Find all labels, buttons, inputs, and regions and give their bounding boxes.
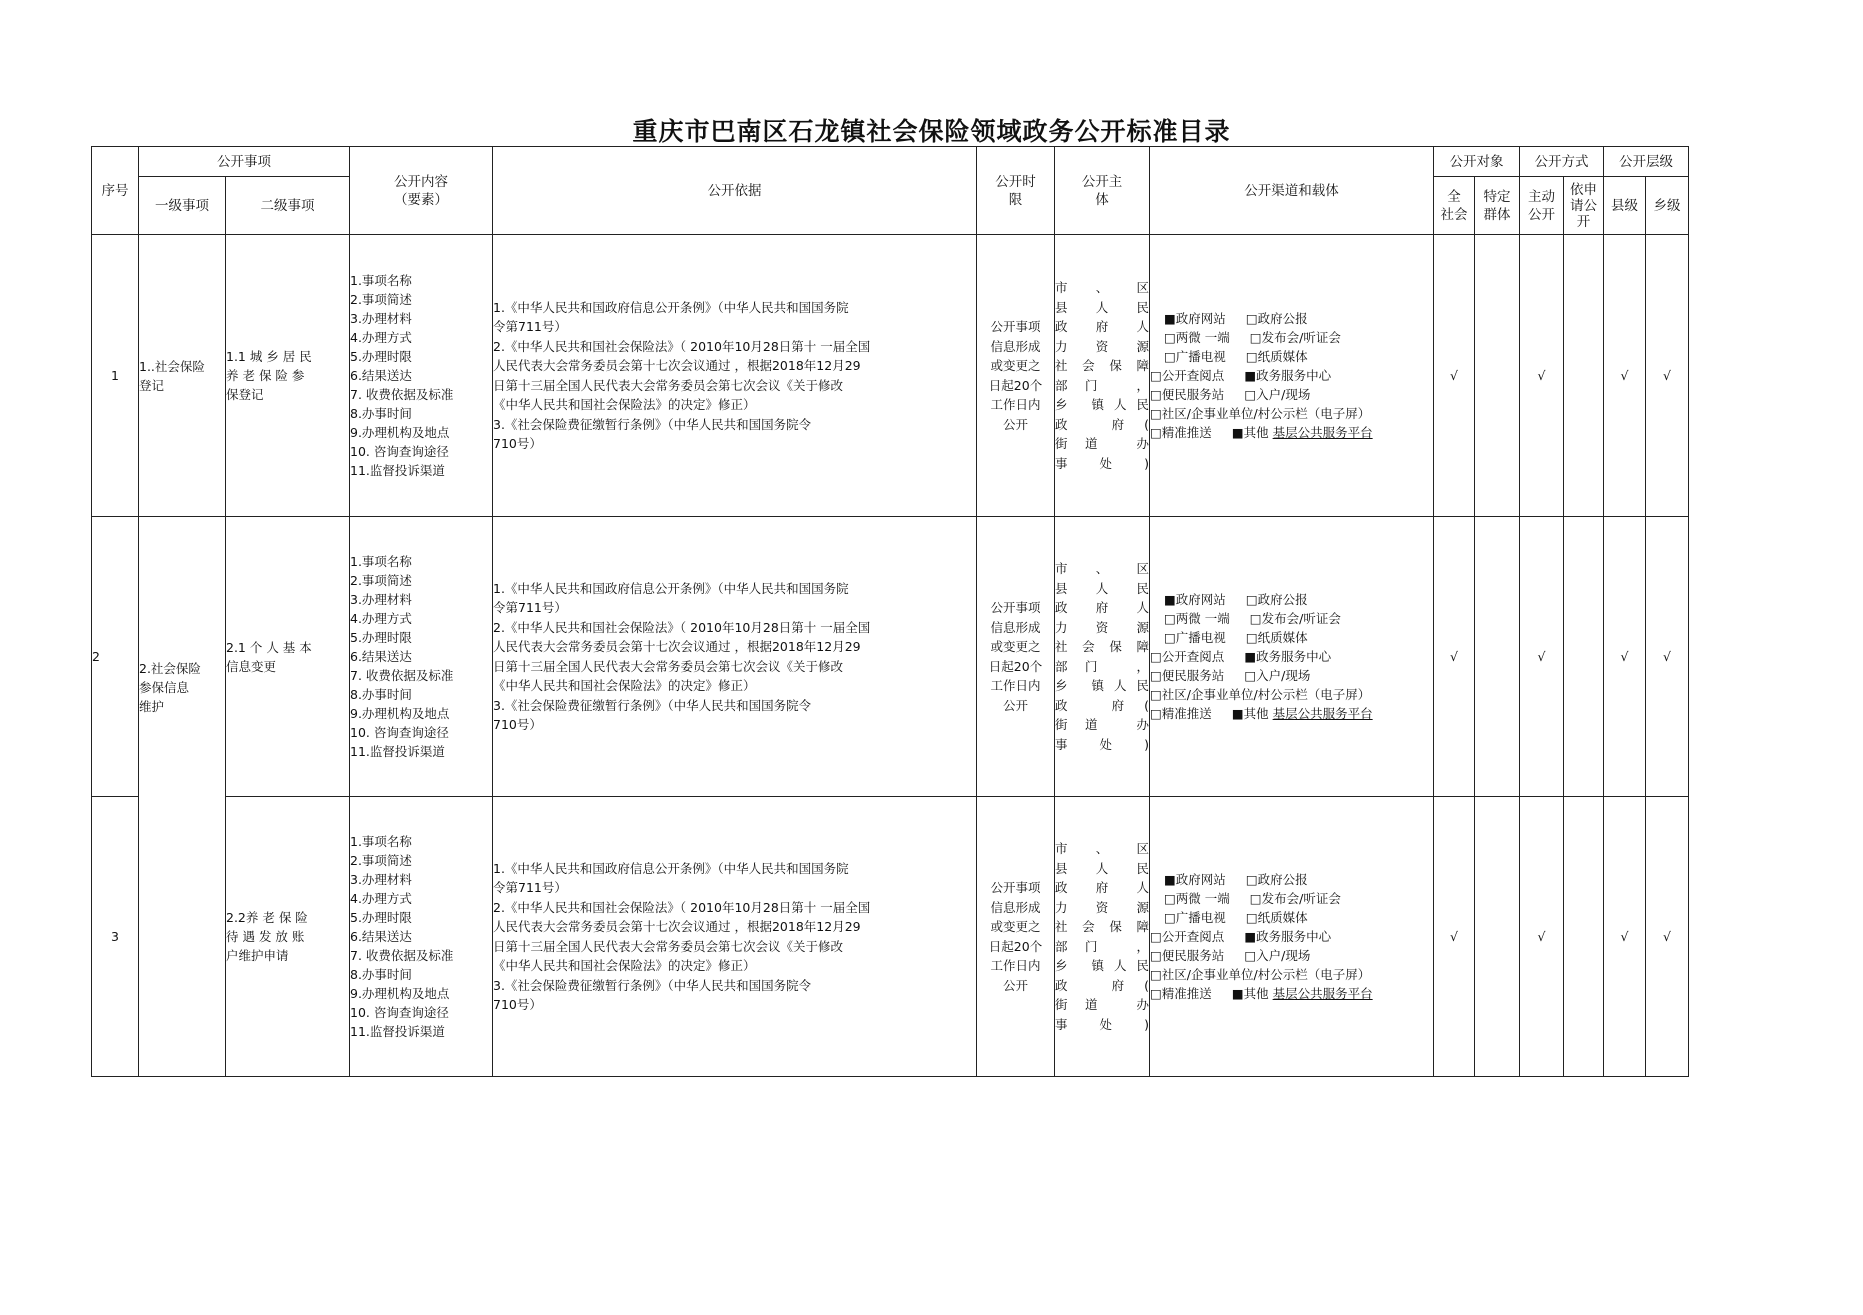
content-item: 7. 收费依据及标准: [350, 948, 454, 963]
channel-query-point: □公开查阅点: [1150, 649, 1225, 664]
table-row: [92, 235, 1689, 517]
row-content-list: [350, 797, 493, 1077]
content-item: 4.办理方式: [350, 611, 412, 626]
row-subject: 市 、 区 县 人 民 政 府 人 力 资 源 社会保障 部门 ， 乡 镇人民 政 府( 街道 办 事处): [1055, 797, 1150, 1077]
channel-other: ■其他: [1231, 425, 1269, 440]
header-basis: 公开依据: [493, 147, 977, 235]
channel-broadcast: □广播电视: [1164, 630, 1226, 645]
channel-query-point: □公开查阅点: [1150, 368, 1225, 383]
channel-precise: □精准推送: [1150, 986, 1212, 1001]
row-level2: 2.1 个 人 基 本 信息变更: [226, 517, 350, 797]
channel-bulletin: □社区/企事业单位/村公示栏（电子屏）: [1150, 967, 1371, 982]
row-seq: 2: [92, 517, 139, 797]
content-item: 6.结果送达: [350, 368, 412, 383]
row-content-list: [350, 235, 493, 517]
check-town: √: [1646, 235, 1689, 517]
channel-paper: □纸质媒体: [1245, 630, 1308, 645]
channel-door: □入户/现场: [1244, 668, 1311, 683]
channel-press: □发布会/听证会: [1249, 330, 1341, 345]
channel-gazette: □政府公报: [1245, 872, 1308, 887]
check-town: √: [1646, 517, 1689, 797]
row-channels: [1150, 235, 1434, 517]
channel-press: □发布会/听证会: [1249, 611, 1341, 626]
channel-service-station: □便民服务站: [1150, 948, 1225, 963]
channel-other-detail: 基层公共服务平台: [1272, 706, 1373, 721]
channel-paper: □纸质媒体: [1245, 349, 1308, 364]
header-target-group: 特定 群体: [1475, 177, 1520, 235]
channel-other-detail: 基层公共服务平台: [1272, 986, 1373, 1001]
channel-website: ■政府网站: [1164, 872, 1226, 887]
row-time: 公开事项 信息形成 或变更之 日起20个 工作日内 公开: [977, 797, 1055, 1077]
content-item: 8.办事时间: [350, 406, 412, 421]
content-item: 2.事项简述: [350, 853, 412, 868]
row-time: 公开事项 信息形成 或变更之 日起20个 工作日内 公开: [977, 517, 1055, 797]
row-channels: [1150, 797, 1434, 1077]
check-all: √: [1434, 517, 1475, 797]
page-title: 重庆市巴南区石龙镇社会保险领域政务公开标准目录: [632, 117, 1231, 146]
channel-precise: □精准推送: [1150, 425, 1212, 440]
content-item: 10. 咨询查询途径: [350, 444, 449, 459]
check-county: √: [1604, 517, 1646, 797]
channel-service-center: ■政务服务中心: [1244, 929, 1332, 944]
content-item: 6.结果送达: [350, 929, 412, 944]
row-content-list: [350, 517, 493, 797]
header-content: 公开内容 （要素）: [350, 147, 493, 235]
channel-broadcast: □广播电视: [1164, 349, 1226, 364]
channel-paper: □纸质媒体: [1245, 910, 1308, 925]
channel-door: □入户/现场: [1244, 387, 1311, 402]
check-county: √: [1604, 797, 1646, 1077]
row-level1: 2.社会保险 参保信息 维护: [139, 517, 226, 1077]
check-group: [1475, 797, 1520, 1077]
header-mode-request: 依申 请公 开: [1564, 177, 1604, 235]
channel-press: □发布会/听证会: [1249, 891, 1341, 906]
row-basis: 1.《中华人民共和国政府信息公开条例》（中华人民共和国国务院 令第711号） 2.《中华人民共和国社会保险法》（ 2010年10月28日第十 一届全国 人民代表大会常务委员会第十七次会议通过 ，根据2018年12月29 日第十三届全国人民代表大会常务委员会第七次会议《关于修改 《中华人民共和国社会保险法》的决定》修正） 3.《社会保险费征缴暂行条例》（中华人民共和国国务院令 710号）: [493, 517, 977, 797]
check-active: √: [1520, 517, 1564, 797]
content-item: 3.办理材料: [350, 592, 412, 607]
content-item: 1.事项名称: [350, 554, 412, 569]
check-group: [1475, 235, 1520, 517]
content-item: 2.事项简述: [350, 292, 412, 307]
channel-precise: □精准推送: [1150, 706, 1212, 721]
header-level-town: 乡级: [1646, 177, 1689, 235]
channel-service-center: ■政务服务中心: [1244, 649, 1332, 664]
check-county: √: [1604, 235, 1646, 517]
header-seq: 序号: [92, 147, 139, 235]
row-seq: 1: [92, 235, 139, 517]
header-target-all: 全 社会: [1434, 177, 1475, 235]
content-item: 9.办理机构及地点: [350, 986, 450, 1001]
content-item: 3.办理材料: [350, 311, 412, 326]
row-basis: 1.《中华人民共和国政府信息公开条例》（中华人民共和国国务院 令第711号） 2.《中华人民共和国社会保险法》（ 2010年10月28日第十 一届全国 人民代表大会常务委员会第十七次会议通过 ，根据2018年12月29 日第十三届全国人民代表大会常务委员会第七次会议《关于修改 《中华人民共和国社会保险法》的决定》修正） 3.《社会保险费征缴暂行条例》（中华人民共和国国务院令 710号）: [493, 797, 977, 1077]
check-group: [1475, 517, 1520, 797]
channel-bulletin: □社区/企事业单位/村公示栏（电子屏）: [1150, 687, 1371, 702]
header-level2: 二级事项: [226, 177, 350, 235]
content-item: 1.事项名称: [350, 273, 412, 288]
content-item: 1.事项名称: [350, 834, 412, 849]
content-item: 11.监督投诉渠道: [350, 744, 445, 759]
check-active: √: [1520, 797, 1564, 1077]
check-request: [1564, 797, 1604, 1077]
row-level2: 1.1 城 乡 居 民 养 老 保 险 参 保登记: [226, 235, 350, 517]
channel-bulletin: □社区/企事业单位/村公示栏（电子屏）: [1150, 406, 1371, 421]
content-item: 4.办理方式: [350, 891, 412, 906]
content-item: 10. 咨询查询途径: [350, 725, 449, 740]
table-row: [92, 517, 1689, 797]
check-request: [1564, 235, 1604, 517]
channel-query-point: □公开查阅点: [1150, 929, 1225, 944]
content-item: 11.监督投诉渠道: [350, 463, 445, 478]
channel-gazette: □政府公报: [1245, 592, 1308, 607]
row-subject: 市 、 区 县 人 民 政 府 人 力 资 源 社会保障 部门 ， 乡 镇人民 政 府( 街道 办 事处): [1055, 235, 1150, 517]
content-item: 5.办理时限: [350, 630, 412, 645]
channel-weibo: □两微 一端: [1164, 611, 1230, 626]
channel-weibo: □两微 一端: [1164, 330, 1230, 345]
channel-door: □入户/现场: [1244, 948, 1311, 963]
header-level1: 一级事项: [139, 177, 226, 235]
content-item: 2.事项简述: [350, 573, 412, 588]
header-target: 公开对象: [1434, 147, 1520, 177]
header-mode: 公开方式: [1520, 147, 1604, 177]
channel-service-center: ■政务服务中心: [1244, 368, 1332, 383]
header-items: 公开事项: [139, 147, 350, 177]
table-row: [92, 797, 1689, 1077]
content-item: 6.结果送达: [350, 649, 412, 664]
check-town: √: [1646, 797, 1689, 1077]
content-item: 5.办理时限: [350, 349, 412, 364]
row-seq: 3: [92, 797, 139, 1077]
row-level2: 2.2养 老 保 险 待 遇 发 放 账 户维护申请: [226, 797, 350, 1077]
check-active: √: [1520, 235, 1564, 517]
header-channel: 公开渠道和载体: [1150, 147, 1434, 235]
content-item: 11.监督投诉渠道: [350, 1024, 445, 1039]
content-item: 4.办理方式: [350, 330, 412, 345]
content-item: 8.办事时间: [350, 687, 412, 702]
content-item: 8.办事时间: [350, 967, 412, 982]
channel-other: ■其他: [1231, 706, 1269, 721]
channel-other-detail: 基层公共服务平台: [1272, 425, 1373, 440]
check-request: [1564, 517, 1604, 797]
content-item: 10. 咨询查询途径: [350, 1005, 449, 1020]
header-subject: 公开主 体: [1055, 147, 1150, 235]
channel-weibo: □两微 一端: [1164, 891, 1230, 906]
row-time: 公开事项 信息形成 或变更之 日起20个 工作日内 公开: [977, 235, 1055, 517]
row-level1: 1..社会保险 登记: [139, 235, 226, 517]
content-item: 9.办理机构及地点: [350, 425, 450, 440]
check-all: √: [1434, 235, 1475, 517]
content-item: 7. 收费依据及标准: [350, 668, 454, 683]
header-level: 公开层级: [1604, 147, 1689, 177]
channel-gazette: □政府公报: [1245, 311, 1308, 326]
content-item: 7. 收费依据及标准: [350, 387, 454, 402]
header-mode-active: 主动 公开: [1520, 177, 1564, 235]
channel-website: ■政府网站: [1164, 592, 1226, 607]
header-level-county: 县级: [1604, 177, 1646, 235]
channel-service-station: □便民服务站: [1150, 668, 1225, 683]
channel-website: ■政府网站: [1164, 311, 1226, 326]
content-item: 5.办理时限: [350, 910, 412, 925]
header-time: 公开时 限: [977, 147, 1055, 235]
content-item: 3.办理材料: [350, 872, 412, 887]
channel-other: ■其他: [1231, 986, 1269, 1001]
row-channels: [1150, 517, 1434, 797]
row-basis: 1.《中华人民共和国政府信息公开条例》（中华人民共和国国务院 令第711号） 2.《中华人民共和国社会保险法》（ 2010年10月28日第十 一届全国 人民代表大会常务委员会第十七次会议通过 ，根据2018年12月29 日第十三届全国人民代表大会常务委员会第七次会议《关于修改 《中华人民共和国社会保险法》的决定》修正） 3.《社会保险费征缴暂行条例》（中华人民共和国国务院令 710号）: [493, 235, 977, 517]
channel-broadcast: □广播电视: [1164, 910, 1226, 925]
content-item: 9.办理机构及地点: [350, 706, 450, 721]
check-all: √: [1434, 797, 1475, 1077]
channel-service-station: □便民服务站: [1150, 387, 1225, 402]
catalog-table: [91, 146, 1689, 1077]
row-subject: 市 、 区 县 人 民 政 府 人 力 资 源 社会保障 部门 ， 乡 镇人民 政 府( 街道 办 事处): [1055, 517, 1150, 797]
